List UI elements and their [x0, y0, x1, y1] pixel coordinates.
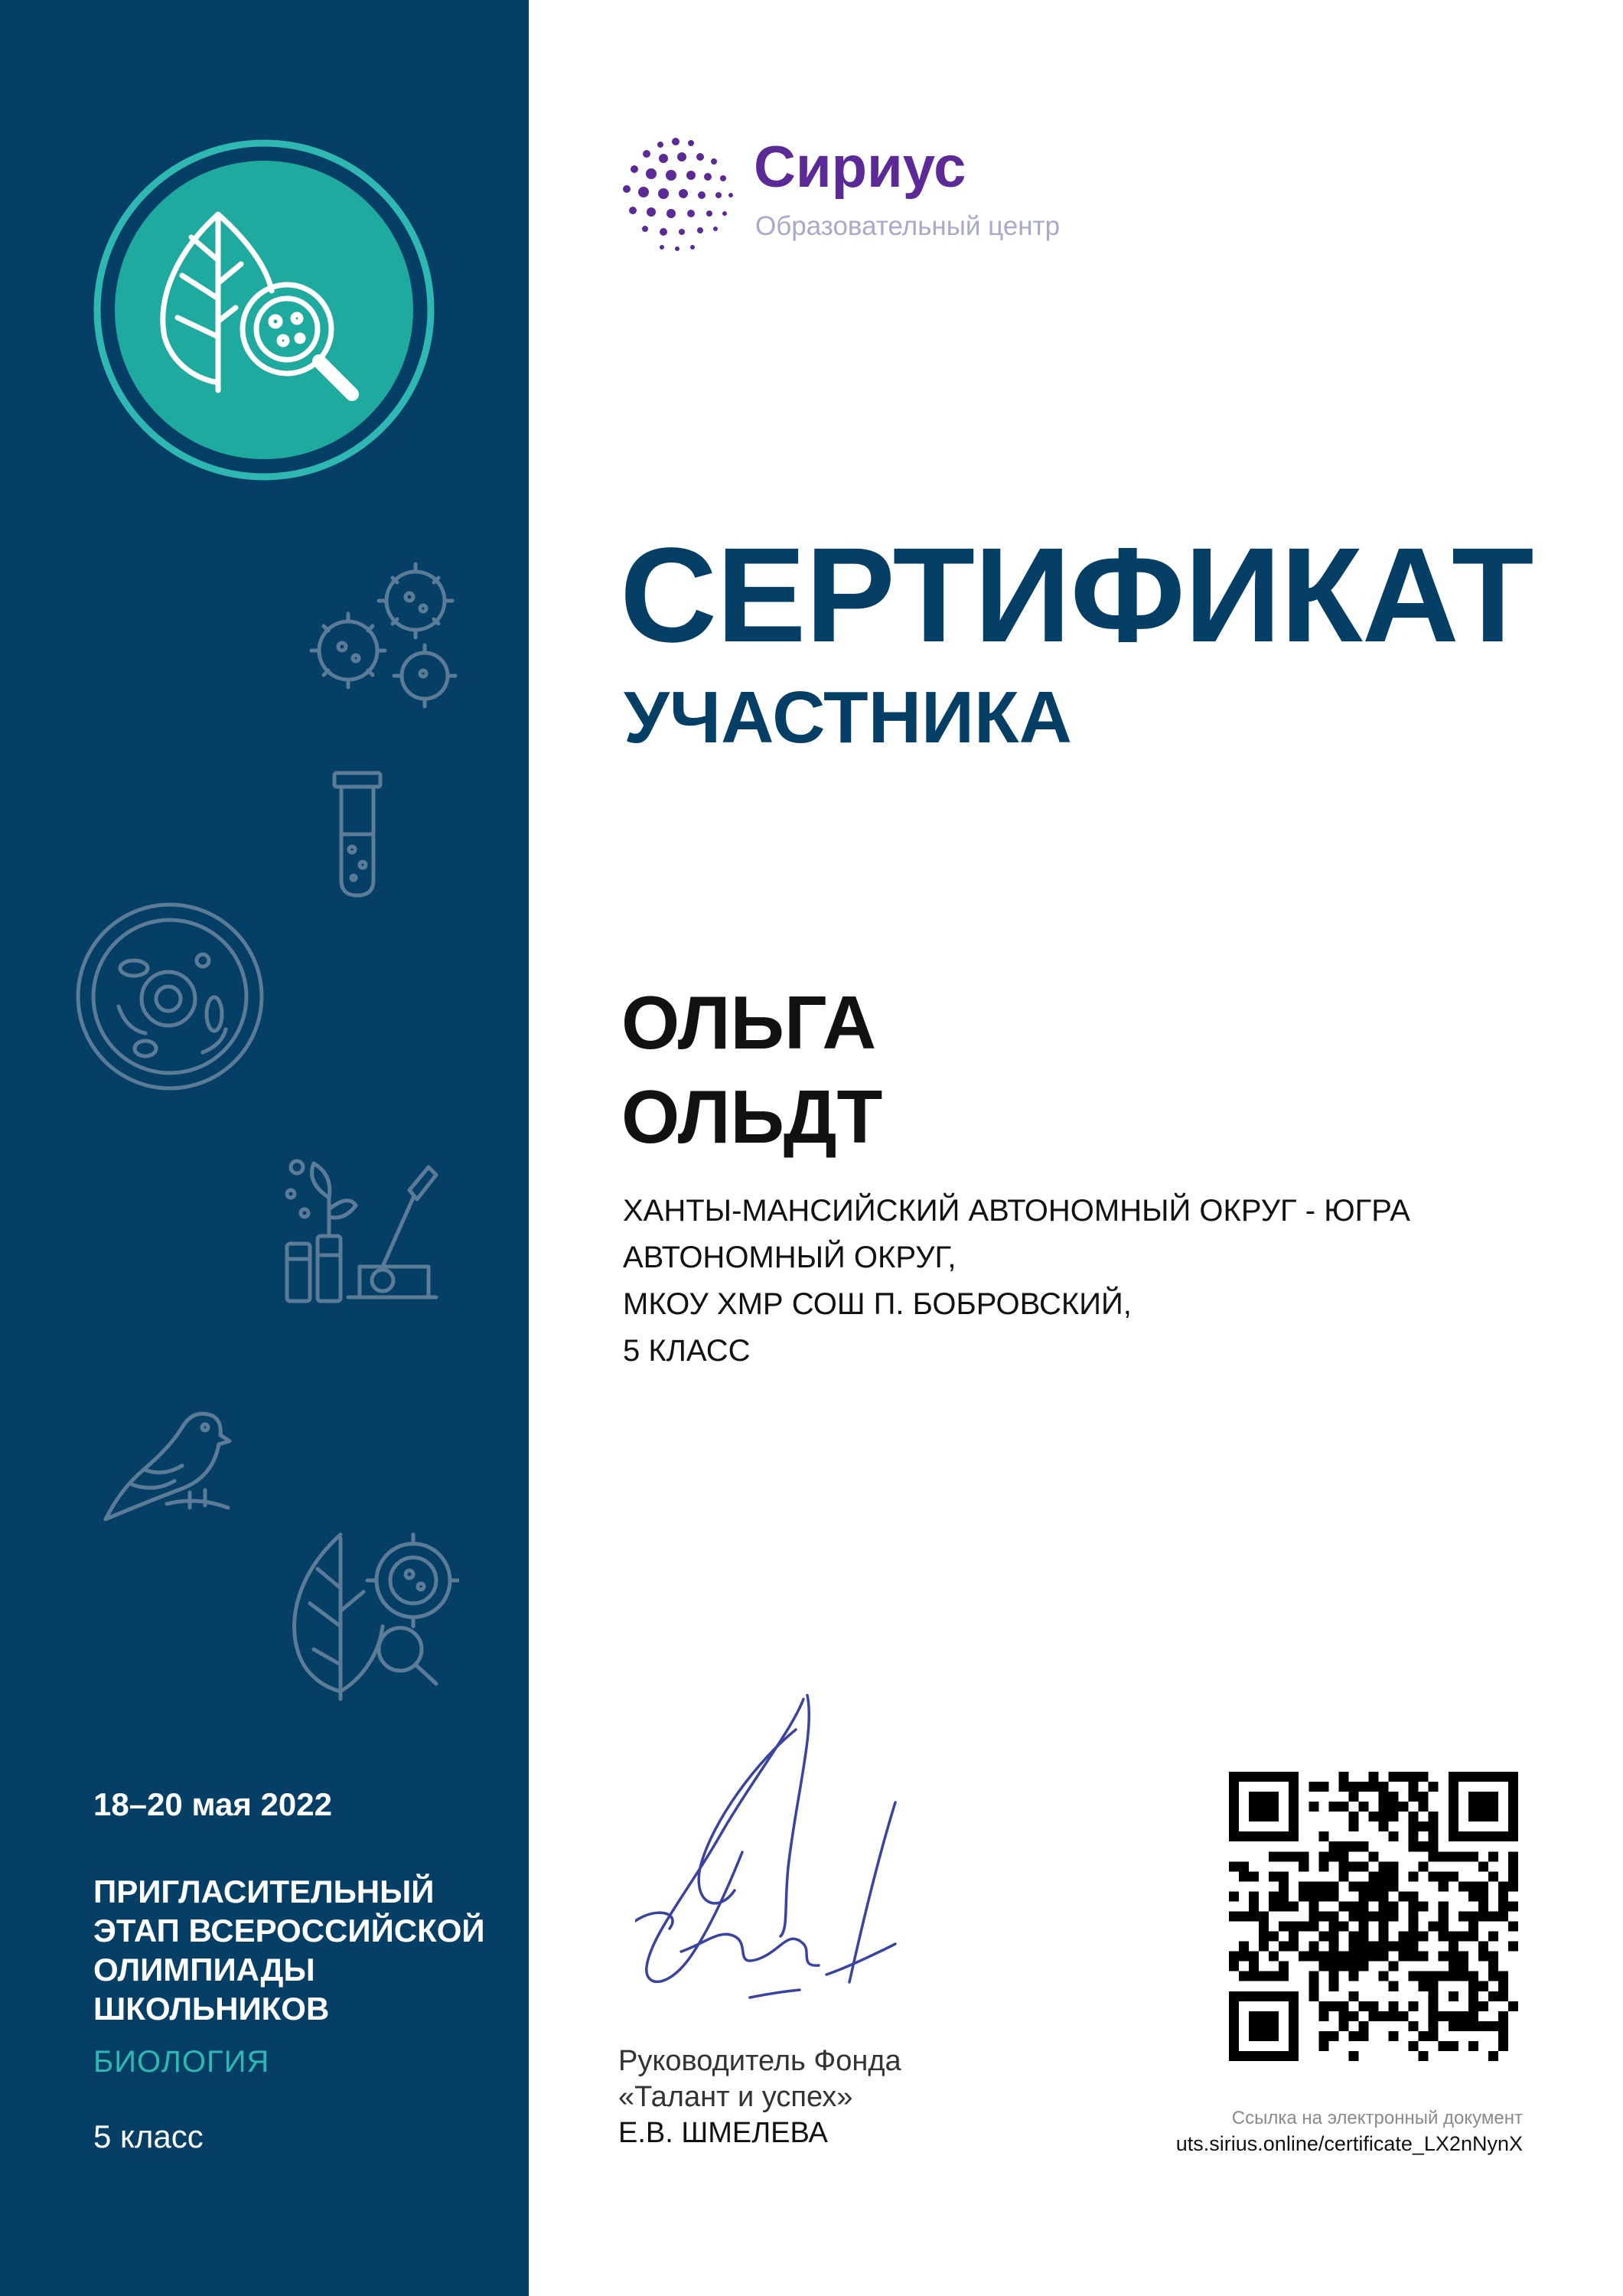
participant-detail-line: ХАНТЫ-МАНСИЙСКИЙ АВТОНОМНЫЙ ОКРУГ - ЮГРА	[623, 1194, 1410, 1228]
leaf-magnifier-icon	[92, 138, 436, 482]
qr-code[interactable]	[1229, 1772, 1518, 2061]
participant-first-name: ОЛЬГА	[621, 980, 877, 1065]
verification-caption: Ссылка на электронный документ	[1231, 2108, 1523, 2128]
event-title-line: ЭТАП ВСЕРОССИЙСКОЙ	[93, 1913, 485, 1949]
participant-details	[623, 1188, 1410, 1375]
participant-last-name: ОЛЬДТ	[621, 1075, 883, 1159]
handwritten-signature	[635, 1684, 911, 2020]
signer-org: «Талант и успех»	[618, 2081, 853, 2113]
leaf-virus-icon	[287, 1527, 459, 1703]
verification-block	[1176, 2108, 1523, 2156]
signer-block	[618, 2043, 901, 2151]
event-title-line: ОЛИМПИАДЫ	[93, 1952, 315, 1988]
participant-name	[621, 976, 882, 1164]
sidebar-panel	[0, 0, 529, 2296]
certificate-title: СЕРТИФИКАТ	[620, 520, 1533, 670]
test-tube-icon	[331, 769, 384, 899]
signer-name: Е.В. ШМЕЛЕВА	[618, 2117, 828, 2149]
participant-detail-line: 5 КЛАСС	[623, 1334, 751, 1368]
event-subject: БИОЛОГИЯ	[93, 2045, 270, 2079]
sirius-logo	[616, 134, 1136, 256]
signer-role: Руководитель Фонда	[618, 2045, 901, 2077]
dot-sphere-logo	[616, 134, 738, 256]
microscope-icon	[283, 1152, 440, 1305]
event-title	[93, 1872, 507, 2028]
certificate-subtitle: УЧАСТНИКА	[624, 677, 1072, 758]
event-grade: 5 класс	[93, 2118, 204, 2154]
participant-detail-line: АВТОНОМНЫЙ ОКРУГ,	[623, 1241, 957, 1274]
event-date: 18–20 мая 2022	[93, 1786, 332, 1822]
logo-subtitle: Образовательный центр	[755, 211, 1061, 241]
verification-link[interactable]: uts.sirius.online/certificate_LX2nNynX	[1175, 2132, 1523, 2155]
event-title-line: ШКОЛЬНИКОВ	[93, 1991, 330, 2027]
cell-icon	[73, 899, 268, 1094]
bacteria-icon	[302, 555, 467, 723]
bird-icon	[98, 1404, 236, 1527]
participant-detail-line: МКОУ ХМР СОШ П. БОБРОВСКИЙ,	[623, 1287, 1132, 1321]
logo-name: Сириус	[754, 135, 966, 200]
event-title-line: ПРИГЛАСИТЕЛЬНЫЙ	[93, 1874, 435, 1910]
